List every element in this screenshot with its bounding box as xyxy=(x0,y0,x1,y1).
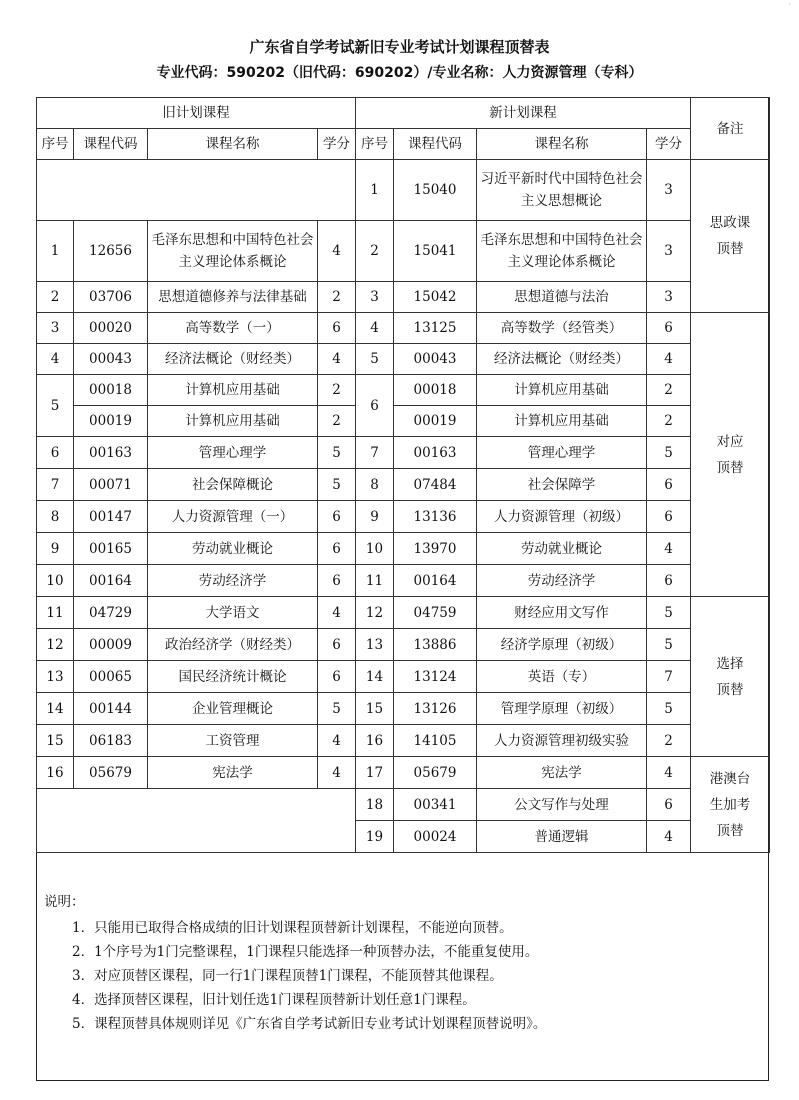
new-credit-cell: 4 xyxy=(647,821,691,853)
old-name-cell: 计算机应用基础 xyxy=(148,406,318,437)
old-seq-cell: 8 xyxy=(37,501,74,533)
old-plan-header: 旧计划课程 xyxy=(37,98,356,129)
new-seq-cell: 7 xyxy=(356,437,394,469)
new-code-cell: 00341 xyxy=(394,789,477,821)
old-name-cell: 政治经济学（财经类） xyxy=(148,629,318,661)
new-seq-header: 序号 xyxy=(356,129,394,160)
table-row xyxy=(37,282,770,313)
new-seq-cell: 5 xyxy=(356,344,394,375)
old-credit-cell: 6 xyxy=(318,313,356,344)
new-credit-cell: 7 xyxy=(647,661,691,693)
remark-optional-text: 选择顶替 xyxy=(716,655,744,698)
old-name-cell: 高等数学（一） xyxy=(148,313,318,344)
notes-heading: 说明： xyxy=(44,894,85,910)
remark-political xyxy=(691,160,770,313)
new-seq-cell: 17 xyxy=(356,757,394,789)
old-code-cell: 00065 xyxy=(74,661,148,693)
new-code-cell: 15041 xyxy=(394,221,477,282)
old-code-cell: 00164 xyxy=(74,565,148,597)
old-credit-cell: 6 xyxy=(318,661,356,693)
new-name-cell: 公文写作与处理 xyxy=(477,789,647,821)
new-name-cell: 人力资源管理（初级） xyxy=(477,501,647,533)
table-row xyxy=(37,344,770,375)
new-seq-cell: 14 xyxy=(356,661,394,693)
table-row xyxy=(37,725,770,757)
new-code-cell: 15042 xyxy=(394,282,477,313)
old-credit-cell: 6 xyxy=(318,629,356,661)
old-code-cell: 00020 xyxy=(74,313,148,344)
new-code-cell: 00043 xyxy=(394,344,477,375)
old-seq-cell: 2 xyxy=(37,282,74,313)
new-credit-cell: 2 xyxy=(647,725,691,757)
old-seq-cell: 9 xyxy=(37,533,74,565)
remark-political-text: 思政课顶替 xyxy=(709,215,751,257)
old-seq-header: 序号 xyxy=(37,129,74,160)
notes-section xyxy=(44,890,764,1036)
note-item: 2．1个序号为1门完整课程，1门课程只能选择一种顶替办法，不能重复使用。 xyxy=(72,944,539,960)
new-code-cell: 13136 xyxy=(394,501,477,533)
table-row xyxy=(37,469,770,501)
new-credit-cell: 4 xyxy=(647,344,691,375)
document-subtitle: 专业代码：590202（旧代码：690202）/专业名称：人力资源管理（专科） xyxy=(156,65,643,81)
old-seq-cell: 7 xyxy=(37,469,74,501)
note-item: 5．课程顶替具体规则详见《广东省自学考试新旧专业考试计划课程顶替说明》。 xyxy=(72,1016,547,1032)
new-credit-cell: 6 xyxy=(647,565,691,597)
new-code-header: 课程代码 xyxy=(394,129,477,160)
old-seq-cell: 6 xyxy=(37,437,74,469)
old-credit-cell: 4 xyxy=(318,344,356,375)
new-credit-cell: 5 xyxy=(647,597,691,629)
new-code-cell: 00163 xyxy=(394,437,477,469)
new-credit-cell: 2 xyxy=(647,375,691,406)
old-empty-cell xyxy=(37,160,356,221)
old-name-cell: 宪法学 xyxy=(148,757,318,789)
new-credit-cell: 5 xyxy=(647,629,691,661)
old-code-cell: 00019 xyxy=(74,406,148,437)
old-name-cell: 企业管理概论 xyxy=(148,693,318,725)
new-name-cell: 管理学原理（初级） xyxy=(477,693,647,725)
old-seq-cell: 4 xyxy=(37,344,74,375)
new-code-cell: 13886 xyxy=(394,629,477,661)
old-code-header: 课程代码 xyxy=(74,129,148,160)
new-credit-cell: 5 xyxy=(647,693,691,725)
table-row xyxy=(37,501,770,533)
remark-corresponding-text: 对应顶替 xyxy=(716,433,744,476)
corner-mark: · xyxy=(788,0,791,9)
new-name-cell: 人力资源管理初级实验 xyxy=(477,725,647,757)
table-row xyxy=(37,597,770,629)
new-code-cell: 00018 xyxy=(394,375,477,406)
old-name-cell: 毛泽东思想和中国特色社会主义理论体系概论 xyxy=(148,221,318,282)
new-seq-cell: 16 xyxy=(356,725,394,757)
new-code-cell: 05679 xyxy=(394,757,477,789)
new-credit-cell: 6 xyxy=(647,501,691,533)
new-name-cell: 普通逻辑 xyxy=(477,821,647,853)
new-code-cell: 13970 xyxy=(394,533,477,565)
new-seq-cell: 4 xyxy=(356,313,394,344)
old-name-cell: 计算机应用基础 xyxy=(148,375,318,406)
new-code-cell: 07484 xyxy=(394,469,477,501)
new-credit-cell: 6 xyxy=(647,313,691,344)
old-seq-cell: 13 xyxy=(37,661,74,693)
new-seq-cell: 19 xyxy=(356,821,394,853)
old-code-cell: 04729 xyxy=(74,597,148,629)
old-code-cell: 00043 xyxy=(74,344,148,375)
new-seq-cell: 15 xyxy=(356,693,394,725)
new-seq-cell: 18 xyxy=(356,789,394,821)
new-code-cell: 14105 xyxy=(394,725,477,757)
new-code-cell: 00024 xyxy=(394,821,477,853)
old-seq-cell: 5 xyxy=(37,375,74,437)
new-seq-cell: 3 xyxy=(356,282,394,313)
remark-hmt-text: 港澳台生加考顶替 xyxy=(709,770,751,839)
note-item: 3．对应顶替区课程，同一行1门课程顶替1门课程，不能顶替其他课程。 xyxy=(72,968,503,984)
old-code-cell: 00144 xyxy=(74,693,148,725)
new-seq-cell: 9 xyxy=(356,501,394,533)
new-name-header: 课程名称 xyxy=(477,129,647,160)
old-credit-cell: 6 xyxy=(318,533,356,565)
new-plan-header: 新计划课程 xyxy=(356,98,691,129)
new-code-cell: 13124 xyxy=(394,661,477,693)
old-seq-cell: 16 xyxy=(37,757,74,789)
remark-header: 备注 xyxy=(691,98,770,160)
new-name-cell: 劳动经济学 xyxy=(477,565,647,597)
old-credit-cell: 2 xyxy=(318,282,356,313)
old-seq-cell: 3 xyxy=(37,313,74,344)
new-credit-cell: 4 xyxy=(647,757,691,789)
new-credit-cell: 3 xyxy=(647,160,691,221)
old-credit-cell: 5 xyxy=(318,693,356,725)
table-row xyxy=(37,375,770,406)
course-replacement-table xyxy=(36,97,770,853)
old-credit-cell: 4 xyxy=(318,221,356,282)
old-credit-cell: 4 xyxy=(318,725,356,757)
table-row xyxy=(37,789,770,821)
note-item: 4．选择顶替区课程，旧计划任选1门课程顶替新计划任意1门课程。 xyxy=(72,992,476,1008)
new-credit-cell: 2 xyxy=(647,406,691,437)
old-code-cell: 00018 xyxy=(74,375,148,406)
new-name-cell: 经济法概论（财经类） xyxy=(477,344,647,375)
old-seq-cell: 15 xyxy=(37,725,74,757)
old-credit-cell: 6 xyxy=(318,565,356,597)
old-name-cell: 大学语文 xyxy=(148,597,318,629)
old-name-cell: 社会保障概论 xyxy=(148,469,318,501)
new-code-cell: 00164 xyxy=(394,565,477,597)
old-name-cell: 工资管理 xyxy=(148,725,318,757)
new-name-cell: 习近平新时代中国特色社会主义思想概论 xyxy=(477,160,647,221)
new-name-cell: 毛泽东思想和中国特色社会主义理论体系概论 xyxy=(477,221,647,282)
table-row xyxy=(37,160,770,221)
new-seq-cell: 6 xyxy=(356,375,394,437)
new-seq-cell: 8 xyxy=(356,469,394,501)
new-credit-cell: 6 xyxy=(647,469,691,501)
new-credit-cell: 3 xyxy=(647,282,691,313)
new-credit-cell: 5 xyxy=(647,437,691,469)
note-item: 1．只能用已取得合格成绩的旧计划课程顶替新计划课程，不能逆向顶替。 xyxy=(72,920,513,936)
new-name-cell: 计算机应用基础 xyxy=(477,375,647,406)
remark-hmt xyxy=(691,757,770,853)
old-credit-cell: 2 xyxy=(318,375,356,406)
old-credit-cell: 5 xyxy=(318,469,356,501)
old-seq-cell: 12 xyxy=(37,629,74,661)
old-credit-cell: 4 xyxy=(318,597,356,629)
new-seq-cell: 10 xyxy=(356,533,394,565)
old-name-cell: 思想道德修养与法律基础 xyxy=(148,282,318,313)
new-name-cell: 思想道德与法治 xyxy=(477,282,647,313)
old-name-cell: 管理心理学 xyxy=(148,437,318,469)
new-name-cell: 财经应用文写作 xyxy=(477,597,647,629)
new-seq-cell: 13 xyxy=(356,629,394,661)
new-seq-cell: 11 xyxy=(356,565,394,597)
old-name-header: 课程名称 xyxy=(148,129,318,160)
table-row xyxy=(37,693,770,725)
old-seq-cell: 10 xyxy=(37,565,74,597)
old-name-cell: 国民经济统计概论 xyxy=(148,661,318,693)
old-code-cell: 00147 xyxy=(74,501,148,533)
new-code-cell: 04759 xyxy=(394,597,477,629)
table-row xyxy=(37,221,770,282)
table-row xyxy=(37,757,770,789)
remark-corresponding xyxy=(691,313,770,597)
new-seq-cell: 2 xyxy=(356,221,394,282)
old-name-cell: 经济法概论（财经类） xyxy=(148,344,318,375)
new-name-cell: 计算机应用基础 xyxy=(477,406,647,437)
new-code-cell: 00019 xyxy=(394,406,477,437)
old-credit-cell: 2 xyxy=(318,406,356,437)
old-name-cell: 劳动就业概论 xyxy=(148,533,318,565)
new-name-cell: 劳动就业概论 xyxy=(477,533,647,565)
new-seq-cell: 1 xyxy=(356,160,394,221)
table-row xyxy=(37,661,770,693)
old-code-cell: 00163 xyxy=(74,437,148,469)
old-code-cell: 00009 xyxy=(74,629,148,661)
document-title: 广东省自学考试新旧专业考试计划课程顶替表 xyxy=(249,38,550,56)
table-row xyxy=(37,565,770,597)
old-empty-cell xyxy=(37,789,356,853)
old-code-cell: 00165 xyxy=(74,533,148,565)
new-name-cell: 宪法学 xyxy=(477,757,647,789)
old-credit-cell: 5 xyxy=(318,437,356,469)
old-code-cell: 03706 xyxy=(74,282,148,313)
new-code-cell: 13126 xyxy=(394,693,477,725)
old-code-cell: 05679 xyxy=(74,757,148,789)
table-row xyxy=(37,533,770,565)
new-credit-cell: 6 xyxy=(647,789,691,821)
old-code-cell: 06183 xyxy=(74,725,148,757)
table-row xyxy=(37,629,770,661)
new-name-cell: 高等数学（经管类） xyxy=(477,313,647,344)
old-credit-header: 学分 xyxy=(318,129,356,160)
new-name-cell: 经济学原理（初级） xyxy=(477,629,647,661)
new-name-cell: 管理心理学 xyxy=(477,437,647,469)
old-code-cell: 00071 xyxy=(74,469,148,501)
table-row xyxy=(37,313,770,344)
new-name-cell: 英语（专） xyxy=(477,661,647,693)
old-name-cell: 劳动经济学 xyxy=(148,565,318,597)
new-code-cell: 13125 xyxy=(394,313,477,344)
old-code-cell: 12656 xyxy=(74,221,148,282)
table-row xyxy=(37,437,770,469)
new-credit-header: 学分 xyxy=(647,129,691,160)
remark-optional xyxy=(691,597,770,757)
old-seq-cell: 14 xyxy=(37,693,74,725)
new-credit-cell: 3 xyxy=(647,221,691,282)
new-name-cell: 社会保障学 xyxy=(477,469,647,501)
new-code-cell: 15040 xyxy=(394,160,477,221)
old-credit-cell: 4 xyxy=(318,757,356,789)
new-seq-cell: 12 xyxy=(356,597,394,629)
old-name-cell: 人力资源管理（一） xyxy=(148,501,318,533)
new-credit-cell: 4 xyxy=(647,533,691,565)
old-seq-cell: 11 xyxy=(37,597,74,629)
old-seq-cell: 1 xyxy=(37,221,74,282)
table-row xyxy=(37,406,770,437)
old-credit-cell: 6 xyxy=(318,501,356,533)
